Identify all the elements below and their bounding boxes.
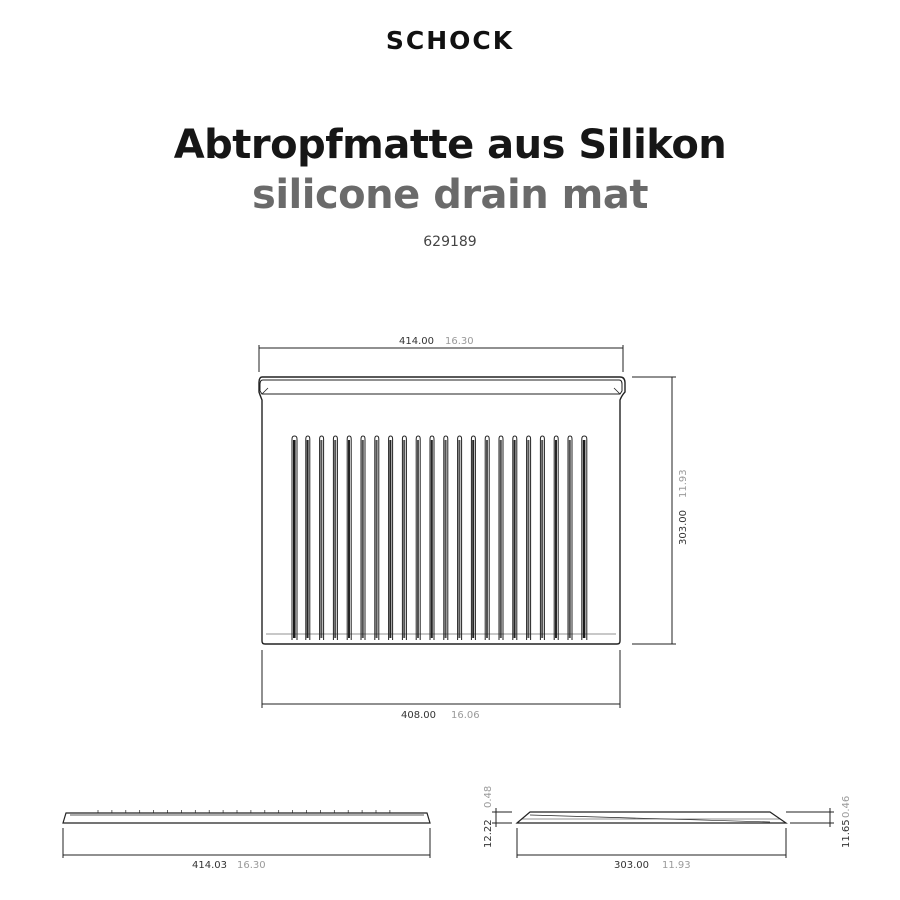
drain-channel-slot — [362, 440, 364, 638]
bottom-width-mm: 408.00 — [401, 710, 436, 721]
drain-channel-slot — [320, 440, 322, 638]
side-width-inch: 16.30 — [237, 860, 266, 871]
drain-channels — [292, 436, 587, 640]
drain-channel-slot — [458, 440, 460, 638]
top-width-mm: 414.00 — [399, 336, 434, 347]
drain-channel-slot — [293, 440, 296, 638]
top-view — [259, 336, 689, 721]
title-german: Abtropfmatte aus Silikon — [173, 122, 727, 168]
drain-channel-slot — [486, 440, 488, 638]
drain-channel-slot — [555, 440, 557, 638]
side-profile — [63, 813, 430, 823]
bottom-width-inch: 16.06 — [451, 710, 480, 721]
drain-channel-slot — [472, 440, 474, 638]
brand-logo: SCHOCK — [385, 26, 515, 55]
end-view — [483, 786, 852, 871]
depth-mm: 303.00 — [678, 510, 689, 545]
drain-channel-slot — [389, 440, 391, 638]
end-right-top-mm: 0.46 — [841, 795, 852, 818]
end-right-height-mm: 11.65 — [841, 819, 852, 848]
drain-channel-slot — [348, 440, 350, 638]
end-width-inch: 11.93 — [662, 860, 691, 871]
side-width-mm: 414.03 — [192, 860, 227, 871]
end-width-mm: 303.00 — [614, 860, 649, 871]
depth-inch: 11.93 — [678, 469, 689, 498]
title-english: silicone drain mat — [252, 172, 648, 218]
drain-channel-slot — [403, 440, 405, 638]
drain-channel-slot — [334, 440, 336, 638]
end-left-height-mm: 12.22 — [483, 819, 494, 848]
end-left-top-mm: 0.48 — [483, 785, 494, 808]
drain-channel-slot — [445, 440, 447, 638]
top-width-inch: 16.30 — [445, 336, 474, 347]
drain-channel-slot — [376, 440, 378, 638]
drain-channel-slot — [417, 440, 419, 638]
drain-channel-slot — [569, 440, 571, 638]
drain-channel-slot — [541, 440, 543, 638]
mat-rim — [260, 380, 622, 394]
drain-channel-slot — [307, 440, 309, 638]
drain-channel-slot — [431, 440, 433, 638]
drain-channel-slot — [583, 440, 586, 638]
drain-channel-slot — [527, 440, 529, 638]
product-code: 629189 — [423, 234, 477, 250]
side-view — [63, 810, 430, 871]
drain-channel-slot — [514, 440, 516, 638]
drain-channel-slot — [500, 440, 502, 638]
